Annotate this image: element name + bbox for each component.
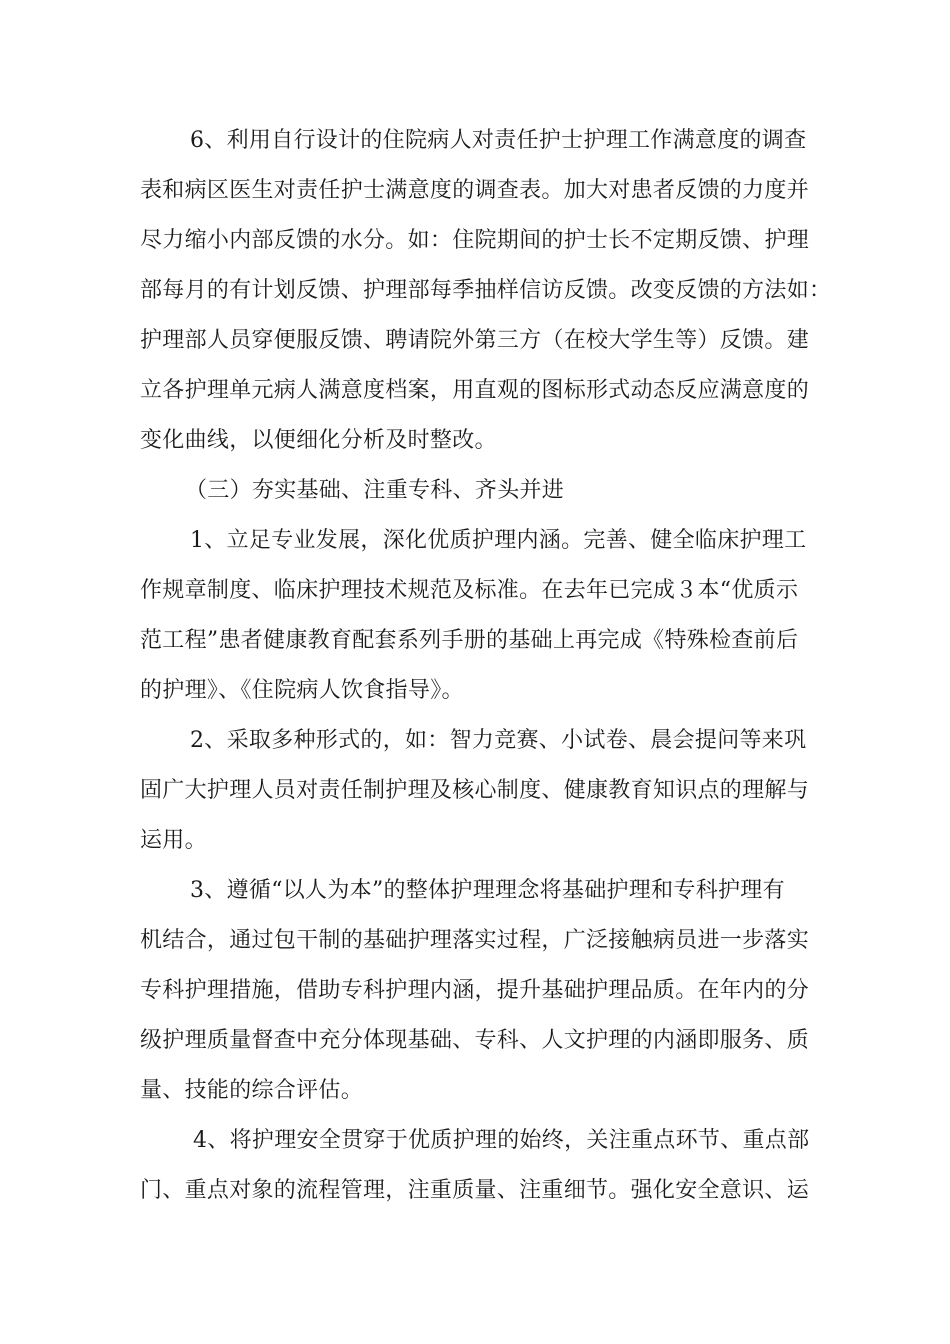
text-line: 1、立足专业发展，深化优质护理内涵。完善、健全临床护理工 xyxy=(190,528,807,553)
text-line: 级护理质量督查中充分体现基础、专科、人文护理的内涵即服务、质 xyxy=(140,1028,810,1053)
text-line: 固广大护理人员对责任制护理及核心制度、健康教育知识点的理解与 xyxy=(140,778,810,803)
text-line: 4、将护理安全贯穿于优质护理的始终，关注重点环节、重点部 xyxy=(193,1128,810,1153)
text-line: 变化曲线，以便细化分析及时整改。 xyxy=(140,428,497,453)
text-line: 门、重点对象的流程管理，注重质量、注重细节。强化安全意识、运 xyxy=(140,1178,810,1203)
text-line: 范工程”患者健康教育配套系列手册的基础上再完成《特殊检查前后 xyxy=(140,628,799,653)
text-line: 运用。 xyxy=(140,828,207,853)
text-line: 护理部人员穿便服反馈、聘请院外第三方（在校大学生等）反馈。建 xyxy=(140,328,810,353)
text-line: 3、遵循“以人为本”的整体护理理念将基础护理和专科护理有 xyxy=(190,878,785,903)
text-line: 量、技能的综合评估。 xyxy=(140,1078,364,1103)
text-line: 6、利用自行设计的住院病人对责任护士护理工作满意度的调查 xyxy=(190,128,807,153)
text-line: 作规章制度、临床护理技术规范及标准。在去年已完成３本“优质示 xyxy=(140,578,799,603)
text-line: 部每月的有计划反馈、护理部每季抽样信访反馈。改变反馈的方法如： xyxy=(140,278,832,303)
section-heading: （三）夯实基础、注重专科、齐头并进 xyxy=(185,478,565,503)
text-line: 表和病区医生对责任护士满意度的调查表。加大对患者反馈的力度并 xyxy=(140,178,810,203)
text-line: 专科护理措施，借助专科护理内涵，提升基础护理品质。在年内的分 xyxy=(140,978,810,1003)
text-line: 机结合，通过包干制的基础护理落实过程，广泛接触病员进一步落实 xyxy=(140,928,810,953)
text-line: 立各护理单元病人满意度档案，用直观的图标形式动态反应满意度的 xyxy=(140,378,810,403)
text-line: 尽力缩小内部反馈的水分。如：住院期间的护士长不定期反馈、护理 xyxy=(140,228,810,253)
text-line: 的护理》、《住院病人饮食指导》。 xyxy=(140,678,464,703)
text-line: 2、采取多种形式的，如：智力竞赛、小试卷、晨会提问等来巩 xyxy=(190,728,807,753)
